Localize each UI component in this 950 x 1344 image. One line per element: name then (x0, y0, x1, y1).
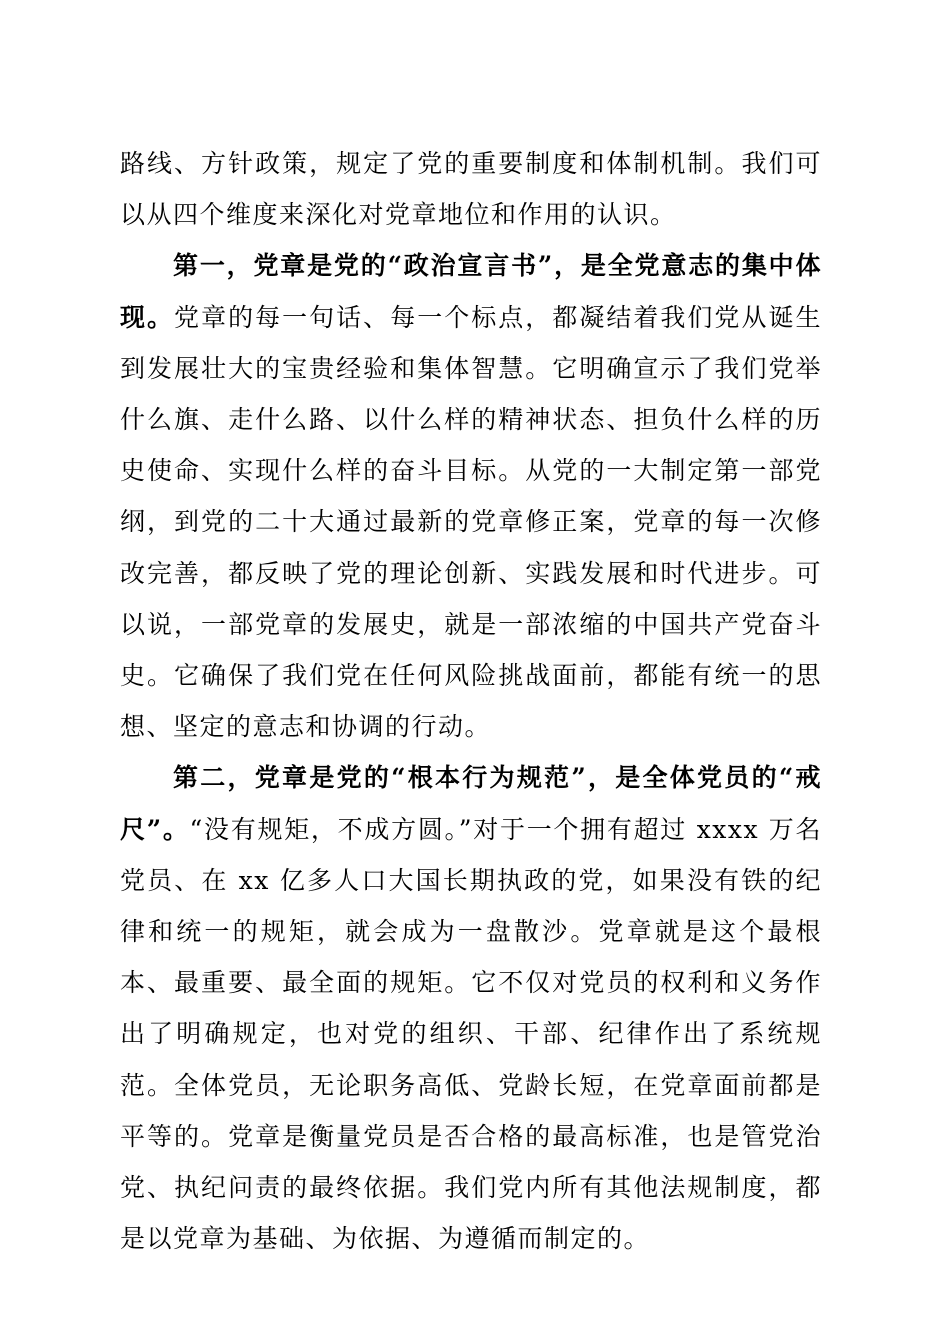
paragraph-lead: 第二，党章是党的“根本行为规范”，是全体党员的“戒尺”。 (120, 763, 822, 844)
document-body (120, 138, 822, 1264)
paragraph-lead: 第一，党章是党的“政治宣言书”，是全党意志的集中体现。 (120, 251, 822, 332)
paragraph-continuation (120, 138, 822, 240)
paragraph-body: 党章的每一句话、每一个标点，都凝结着我们党从诞生到发展壮大的宝贵经验和集体智慧。它明确宣示了我们党举什么旗、走什么路、以什么样的精神状态、担负什么样的历史使命、实现什么样的奋斗目标。从党的一大制定第一部党纲，到党的二十大通过最新的党章修正案，党章的每一次修改完善，都反映了党的理论创新、实践发展和时代进步。可以说，一部党章的发展史，就是一部浓缩的中国共产党奋斗史。它确保了我们党在任何风险挑战面前，都能有统一的思想、坚定的意志和协调的行动。 (120, 302, 822, 742)
paragraph-second-point (120, 752, 822, 1264)
paragraph-body: “没有规矩，不成方圆。”对于一个拥有超过 xxxx 万名党员、在 xx 亿多人口大国长期执政的党，如果没有铁的纪律和统一的规矩，就会成为一盘散沙。党章就是这个最根本、最重要、最全面的规矩。它不仅对党员的权利和义务作出了明确规定，也对党的组织、干部、纪律作出了系统规范。全体党员，无论职务高低、党龄长短，在党章面前都是平等的。党章是衡量党员是否合格的最高标准，也是管党治党、执纪问责的最终依据。我们党内所有其他法规制度，都是以党章为基础、为依据、为遵循而制定的。 (120, 814, 822, 1254)
paragraph-first-point (120, 240, 822, 752)
paragraph-body: 路线、方针政策，规定了党的重要制度和体制机制。我们可以从四个维度来深化对党章地位和作用的认识。 (120, 149, 822, 230)
